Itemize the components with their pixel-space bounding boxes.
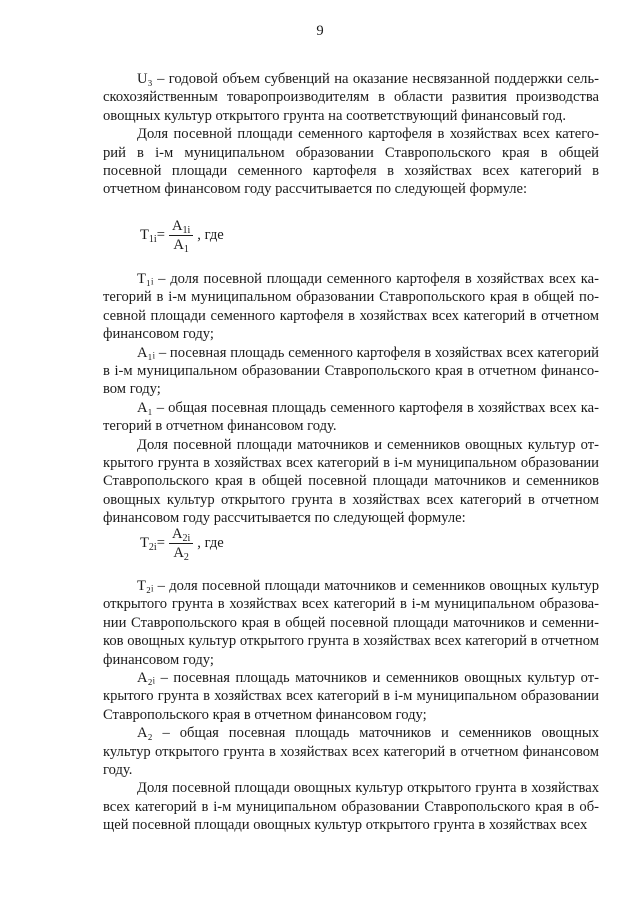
- definition-a2i: A₂ᵢ – посевная площадь маточников и семенников овощных культур открытого грунта в хозяйствах всех категорий в i-м муниципальном образовании Ставропольского края в отчетном финансовом году;: [103, 670, 599, 723]
- paragraph-t2-intro: Доля посевной площади маточников и семенников овощных культур открытого грунта в хозяйствах всех категорий в i-м муниципальном образовании Ставропольского края в общей посевной площади маточников и семенников овощных культур открытого грунта в хозяйствах всех категорий в отчетном финансовом году рассчитывается по следующей формуле:: [103, 436, 599, 527]
- definition-t2i: T₂ᵢ – доля посевной площади маточников и семенников овощных культур открытого грунта в хозяйствах всех категорий в i-м муниципальном образовании Ставропольского края в общей посевной площади маточников и семенников овощных культур открытого грунта в хозяйствах всех категорий в отчетном финансовом году;: [103, 578, 599, 668]
- formula-t2: $T_{2i}=$ $\frac{A_{2i}}{A_2}$ , где: [140, 526, 224, 563]
- page-number: 9: [316, 23, 324, 39]
- paragraph-vegetables-share: Доля посевной площади овощных культур открытого грунта в хозяйствах всех категорий в i-м муниципальном образовании Ставропольского края в общей посевной площади овощных культур открытого грунта в хозяйствах всех: [103, 780, 599, 834]
- definition-a1i: A₁ᵢ – посевная площадь семенного картофеля в хозяйствах всех категорий в i-м муниципальном образовании Ставропольского края в отчетном финансовом году;: [103, 344, 599, 398]
- paragraph-u3-definition: U₃ – годовой объем субвенций на оказание несвязанной поддержки сельскохозяйственным товаропроизводителям в области развития производства овощных культур открытого грунта на соответствующий финансовый год.: [103, 71, 599, 124]
- paragraph-t1-intro: Доля посевной площади семенного картофеля в хозяйствах всех категорий в i-м муниципальном образовании Ставропольского края в общей посевной площади семенного картофеля в хозяйствах всех категорий в отчетном финансовом году рассчитывается по следующей формуле:: [103, 126, 599, 198]
- definitions-block-1: [103, 270, 599, 528]
- fraction: $\frac{A_{1i}}{A_1}$: [169, 218, 193, 253]
- definitions-block-2: [103, 577, 599, 835]
- definition-t1i: T₁ᵢ – доля посевной площади семенного картофеля в хозяйствах всех категорий в i-м муниципальном образовании Ставропольского края в общей посевной площади семенного картофеля в хозяйствах всех категорий в отчетном финансовом году;: [103, 271, 599, 343]
- definition-a2: A₂ – общая посевная площадь маточников и семенников овощных культур открытого грунта в хозяйствах всех категорий в отчетном финансовом году.: [103, 725, 599, 779]
- definition-a1: A₁ – общая посевная площадь семенного картофеля в хозяйствах всех категорий в отчетном финансовом году.: [103, 399, 599, 435]
- fraction: $\frac{A_{2i}}{A_2}$: [169, 526, 193, 561]
- formula-t1: $T_{1i}=$ $\frac{A_{1i}}{A_1}$ , где: [140, 218, 224, 255]
- intro-block: [103, 70, 599, 199]
